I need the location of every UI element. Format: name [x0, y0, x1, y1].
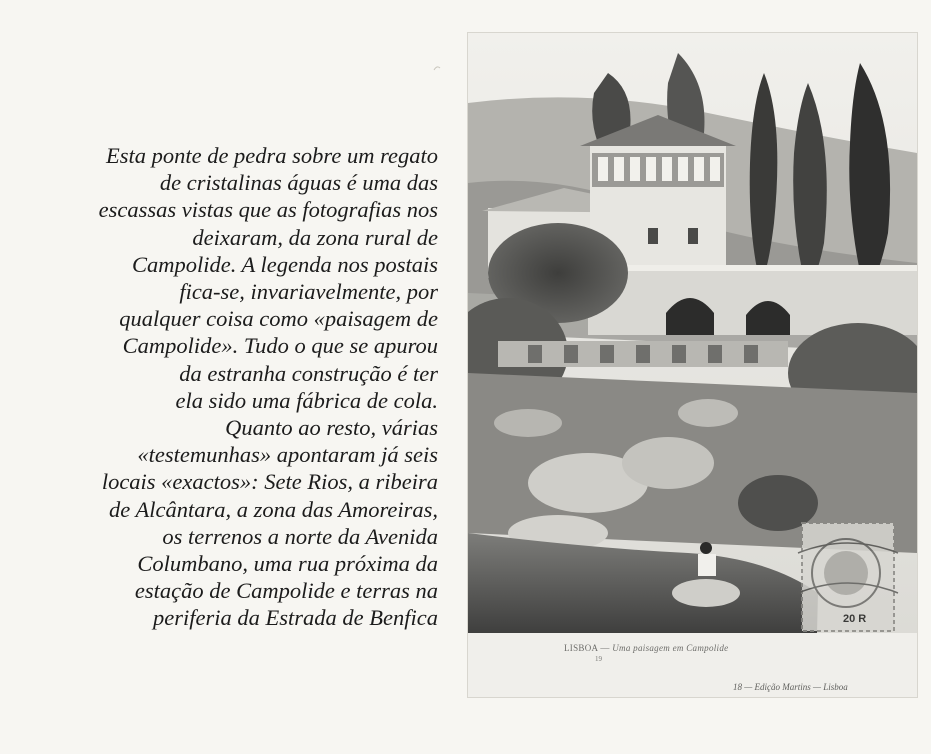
caption-line: Campolide». Tudo o que se apurou: [122, 333, 438, 359]
caption-line: de Alcântara, a zona das Amoreiras,: [109, 496, 438, 522]
boulder: [678, 399, 738, 427]
publisher-credit: 18 — Edição Martins — Lisboa: [733, 682, 848, 692]
caption-line: Columbano, uma rua próxima da: [137, 551, 438, 577]
caption-line: os terrenos a norte da Avenida: [162, 523, 438, 549]
caption-line: de cristalinas águas é uma das: [159, 170, 438, 196]
boulder: [622, 437, 714, 489]
boulder: [494, 409, 562, 437]
caption-line: Campolide. A legenda nos postais: [131, 251, 438, 277]
postcard-dash: —: [597, 643, 613, 653]
caption-line: locais «exactos»: Sete Rios, a ribeira: [101, 469, 438, 495]
caption-line: da estranha construção é ter: [179, 360, 438, 386]
caption-line: fica-se, invariavelmente, por: [179, 279, 438, 305]
postcard-photo: [468, 33, 917, 697]
caption-line: escassas vistas que as fotografias nos: [98, 197, 438, 223]
caption-text-block: [40, 142, 438, 632]
postcard-number: 19: [595, 655, 602, 663]
caption-line: estação de Campolide e terras na: [134, 578, 438, 604]
postcard-place: LISBOA: [564, 643, 598, 653]
figure-head: [700, 542, 712, 554]
stamp-value: 20 R: [843, 613, 867, 625]
caption-line: Quanto ao resto, várias: [225, 415, 438, 441]
house-window: [688, 228, 698, 244]
photo-illustration: [468, 33, 917, 697]
caption-line: ela sido uma fábrica de cola.: [175, 387, 438, 413]
caption-line: Esta ponte de pedra sobre um regato: [105, 143, 438, 168]
figure-body: [698, 554, 716, 576]
tower-gallery: [592, 153, 724, 187]
house-window: [648, 228, 658, 244]
caption-line: deixaram, da zona rural de: [192, 224, 438, 250]
caption-line: «testemunhas» apontaram já seis: [137, 442, 438, 468]
bridge-parapet: [588, 265, 917, 271]
postcard-caption: [564, 643, 728, 653]
caption-line: qualquer coisa como «paisagem de: [119, 306, 438, 332]
scan-speck: [432, 64, 442, 74]
postcard-title: Uma paisagem em Campolide: [612, 643, 729, 653]
caption-line: periferia da Estrada de Benfica: [153, 605, 438, 631]
figure-rock: [672, 579, 740, 607]
